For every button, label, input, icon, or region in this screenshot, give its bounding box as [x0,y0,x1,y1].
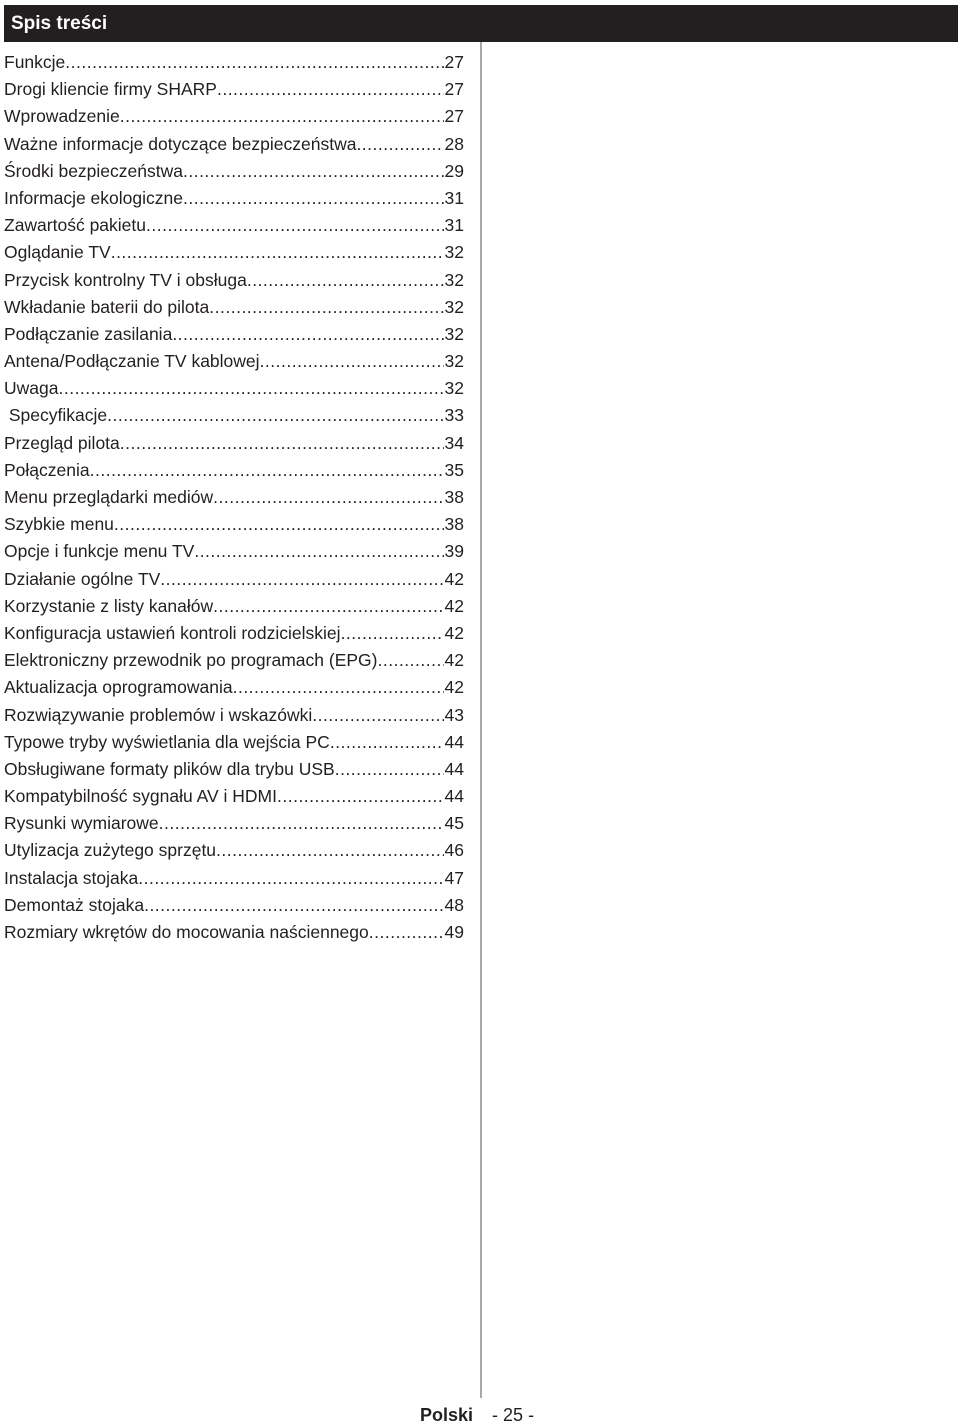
toc-dot-leader [312,702,443,729]
toc-entry-title: Ważne informacje dotyczące bezpieczeństwa [4,133,357,154]
toc-entry[interactable] [4,919,464,946]
toc-entry-title: Demontaż stojaka [4,894,145,915]
toc-entry-page: 38 [444,514,464,535]
toc-dot-leader [233,674,444,701]
toc-entry-title: Środki bezpieczeństwa [4,160,183,181]
toc-entry[interactable] [4,783,464,810]
toc-entry-page: 43 [444,704,464,725]
toc-entry-page: 28 [444,133,464,154]
toc-entry-title: Kompatybilność sygnału AV i HDMI [4,786,277,807]
toc-entry-title: Szybkie menu [4,514,114,535]
toc-entry-page: 32 [444,269,464,290]
toc-dot-leader [260,348,444,375]
toc-entry-title: Połączenia [4,459,90,480]
toc-entry-page: 45 [444,813,464,834]
toc-entry[interactable] [4,511,464,538]
toc-entry[interactable] [4,239,464,266]
toc-entry-page: 38 [444,487,464,507]
toc-dot-leader [247,267,444,294]
toc-dot-leader [172,321,443,348]
toc-dot-leader [144,892,443,919]
toc-entry[interactable] [4,457,464,484]
toc-entry-page: 35 [444,459,464,480]
toc-dot-leader [58,375,443,402]
toc-entry-title: Obsługiwane formaty plików dla trybu USB [4,758,335,779]
footer-page-number: - 25 - [492,1405,535,1425]
toc-entry-title: Przegląd pilota [4,432,120,453]
toc-entry-page: 31 [444,187,464,208]
toc-entry-title: Uwaga [4,378,59,399]
toc-entry-title: Wprowadzenie [4,106,120,127]
toc-entry-page: 32 [444,296,464,317]
toc-dot-leader [120,430,444,457]
toc-entry[interactable] [4,538,464,565]
toc-entry-title: Menu przeglądarki mediów [4,487,214,507]
toc-dot-leader [114,511,444,538]
toc-entry-title: Typowe tryby wyświetlania dla wejścia PC [4,731,330,752]
section-header [4,5,958,42]
toc-entry[interactable] [4,837,464,864]
toc-entry[interactable] [4,729,464,756]
toc-dot-leader [330,729,444,756]
toc-entry-page: 42 [444,677,464,698]
toc-entry-title: Aktualizacja oprogramowania [4,677,233,698]
toc-entry[interactable] [4,593,464,620]
toc-entry-page: 44 [444,786,464,807]
toc-entry-page: 27 [444,106,464,127]
toc-entry[interactable] [4,212,464,239]
table-of-contents [4,49,464,946]
toc-dot-leader [213,484,443,511]
toc-entry-page: 33 [444,405,464,426]
toc-entry[interactable] [4,756,464,783]
toc-entry[interactable] [4,702,464,729]
toc-entry-title: Korzystanie z listy kanałów [4,595,214,616]
toc-entry-title: Funkcje [4,52,66,72]
page-title: Spis treści [11,13,108,34]
toc-entry-page: 27 [444,52,464,72]
toc-entry[interactable] [4,185,464,212]
toc-entry-page: 48 [444,894,464,915]
toc-entry[interactable] [4,402,464,429]
toc-dot-leader [213,593,443,620]
toc-entry[interactable] [4,892,464,919]
toc-dot-leader [216,837,443,864]
toc-entry-title: Działanie ogólne TV [4,568,161,589]
toc-entry[interactable] [4,294,464,321]
toc-dot-leader [183,158,444,185]
toc-entry-page: 42 [444,595,464,616]
toc-entry-page: 32 [444,242,464,263]
toc-dot-leader [159,810,444,837]
toc-entry[interactable] [4,131,464,158]
toc-entry-page: 32 [444,378,464,399]
toc-dot-leader [90,457,444,484]
toc-dot-leader [194,538,443,565]
toc-entry-title: Rysunki wymiarowe [4,813,159,834]
toc-entry-title: Zawartość pakietu [4,215,147,236]
toc-entry[interactable] [4,674,464,701]
toc-entry-page: 32 [444,351,464,372]
toc-dot-leader [183,185,444,212]
toc-entry[interactable] [4,375,464,402]
toc-entry-page: 44 [444,731,464,752]
toc-entry-title: Opcje i funkcje menu TV [4,541,195,562]
toc-entry-title: Rozmiary wkrętów do mocowania naściennego [4,922,369,942]
toc-dot-leader [120,103,444,130]
toc-dot-leader [111,239,444,266]
toc-entry-page: 29 [444,160,464,181]
toc-dot-leader [217,76,444,103]
toc-dot-leader [356,131,443,158]
toc-entry[interactable] [4,158,464,185]
toc-dot-leader [277,783,444,810]
toc-entry-title: Rozwiązywanie problemów i wskazówki [4,704,313,725]
toc-entry-title: Oglądanie TV [4,242,111,263]
toc-dot-leader [378,647,444,674]
column-divider [480,42,482,1398]
toc-entry-page: 42 [444,650,464,671]
toc-dot-leader [65,49,443,76]
toc-entry-page: 47 [444,867,464,888]
toc-entry-page: 34 [444,432,464,453]
toc-entry-page: 31 [444,215,464,236]
toc-entry-page: 44 [444,758,464,779]
toc-entry[interactable] [4,348,464,375]
toc-entry-page: 39 [444,541,464,562]
toc-entry[interactable] [4,647,464,674]
toc-entry-title: Podłączanie zasilania [4,323,173,344]
toc-dot-leader [107,402,443,429]
toc-entry[interactable] [4,620,464,647]
toc-entry-title: Utylizacja zużytego sprzętu [4,840,217,861]
page-footer [420,1404,534,1426]
toc-entry-page: 32 [444,323,464,344]
toc-entry-page: 49 [444,922,464,942]
toc-entry-page: 46 [444,840,464,861]
toc-entry[interactable] [4,566,464,593]
toc-entry[interactable] [4,484,464,511]
toc-entry-title: Antena/Podłączanie TV kablowej [4,351,260,372]
toc-entry[interactable] [4,865,464,892]
toc-dot-leader [335,756,444,783]
toc-entry[interactable] [4,430,464,457]
toc-entry-page: 42 [444,622,464,643]
toc-entry[interactable] [4,267,464,294]
toc-dot-leader [209,294,443,321]
toc-entry-title: Drogi kliencie firmy SHARP [4,79,217,100]
toc-entry-page: 27 [444,79,464,100]
toc-entry-title: Konfiguracja ustawień kontroli rodzicielskiej [4,622,341,643]
toc-entry[interactable] [4,49,464,76]
toc-entry-title: Wkładanie baterii do pilota [4,296,210,317]
toc-entry-title: Specyfikacje [4,405,108,426]
toc-entry[interactable] [4,321,464,348]
toc-entry-title: Instalacja stojaka [4,867,139,888]
toc-dot-leader [160,566,443,593]
toc-dot-leader [369,919,444,946]
toc-entry-page: 42 [444,568,464,589]
toc-entry[interactable] [4,103,464,130]
toc-dot-leader [138,865,443,892]
toc-dot-leader [146,212,444,239]
toc-entry-title: Informacje ekologiczne [4,187,183,208]
footer-language: Polski [420,1405,474,1425]
toc-entry-title: Elektroniczny przewodnik po programach (EPG) [4,650,378,671]
toc-dot-leader [341,620,444,647]
toc-entry-title: Przycisk kontrolny TV i obsługa [4,269,247,290]
toc-entry[interactable] [4,76,464,103]
toc-entry[interactable] [4,810,464,837]
